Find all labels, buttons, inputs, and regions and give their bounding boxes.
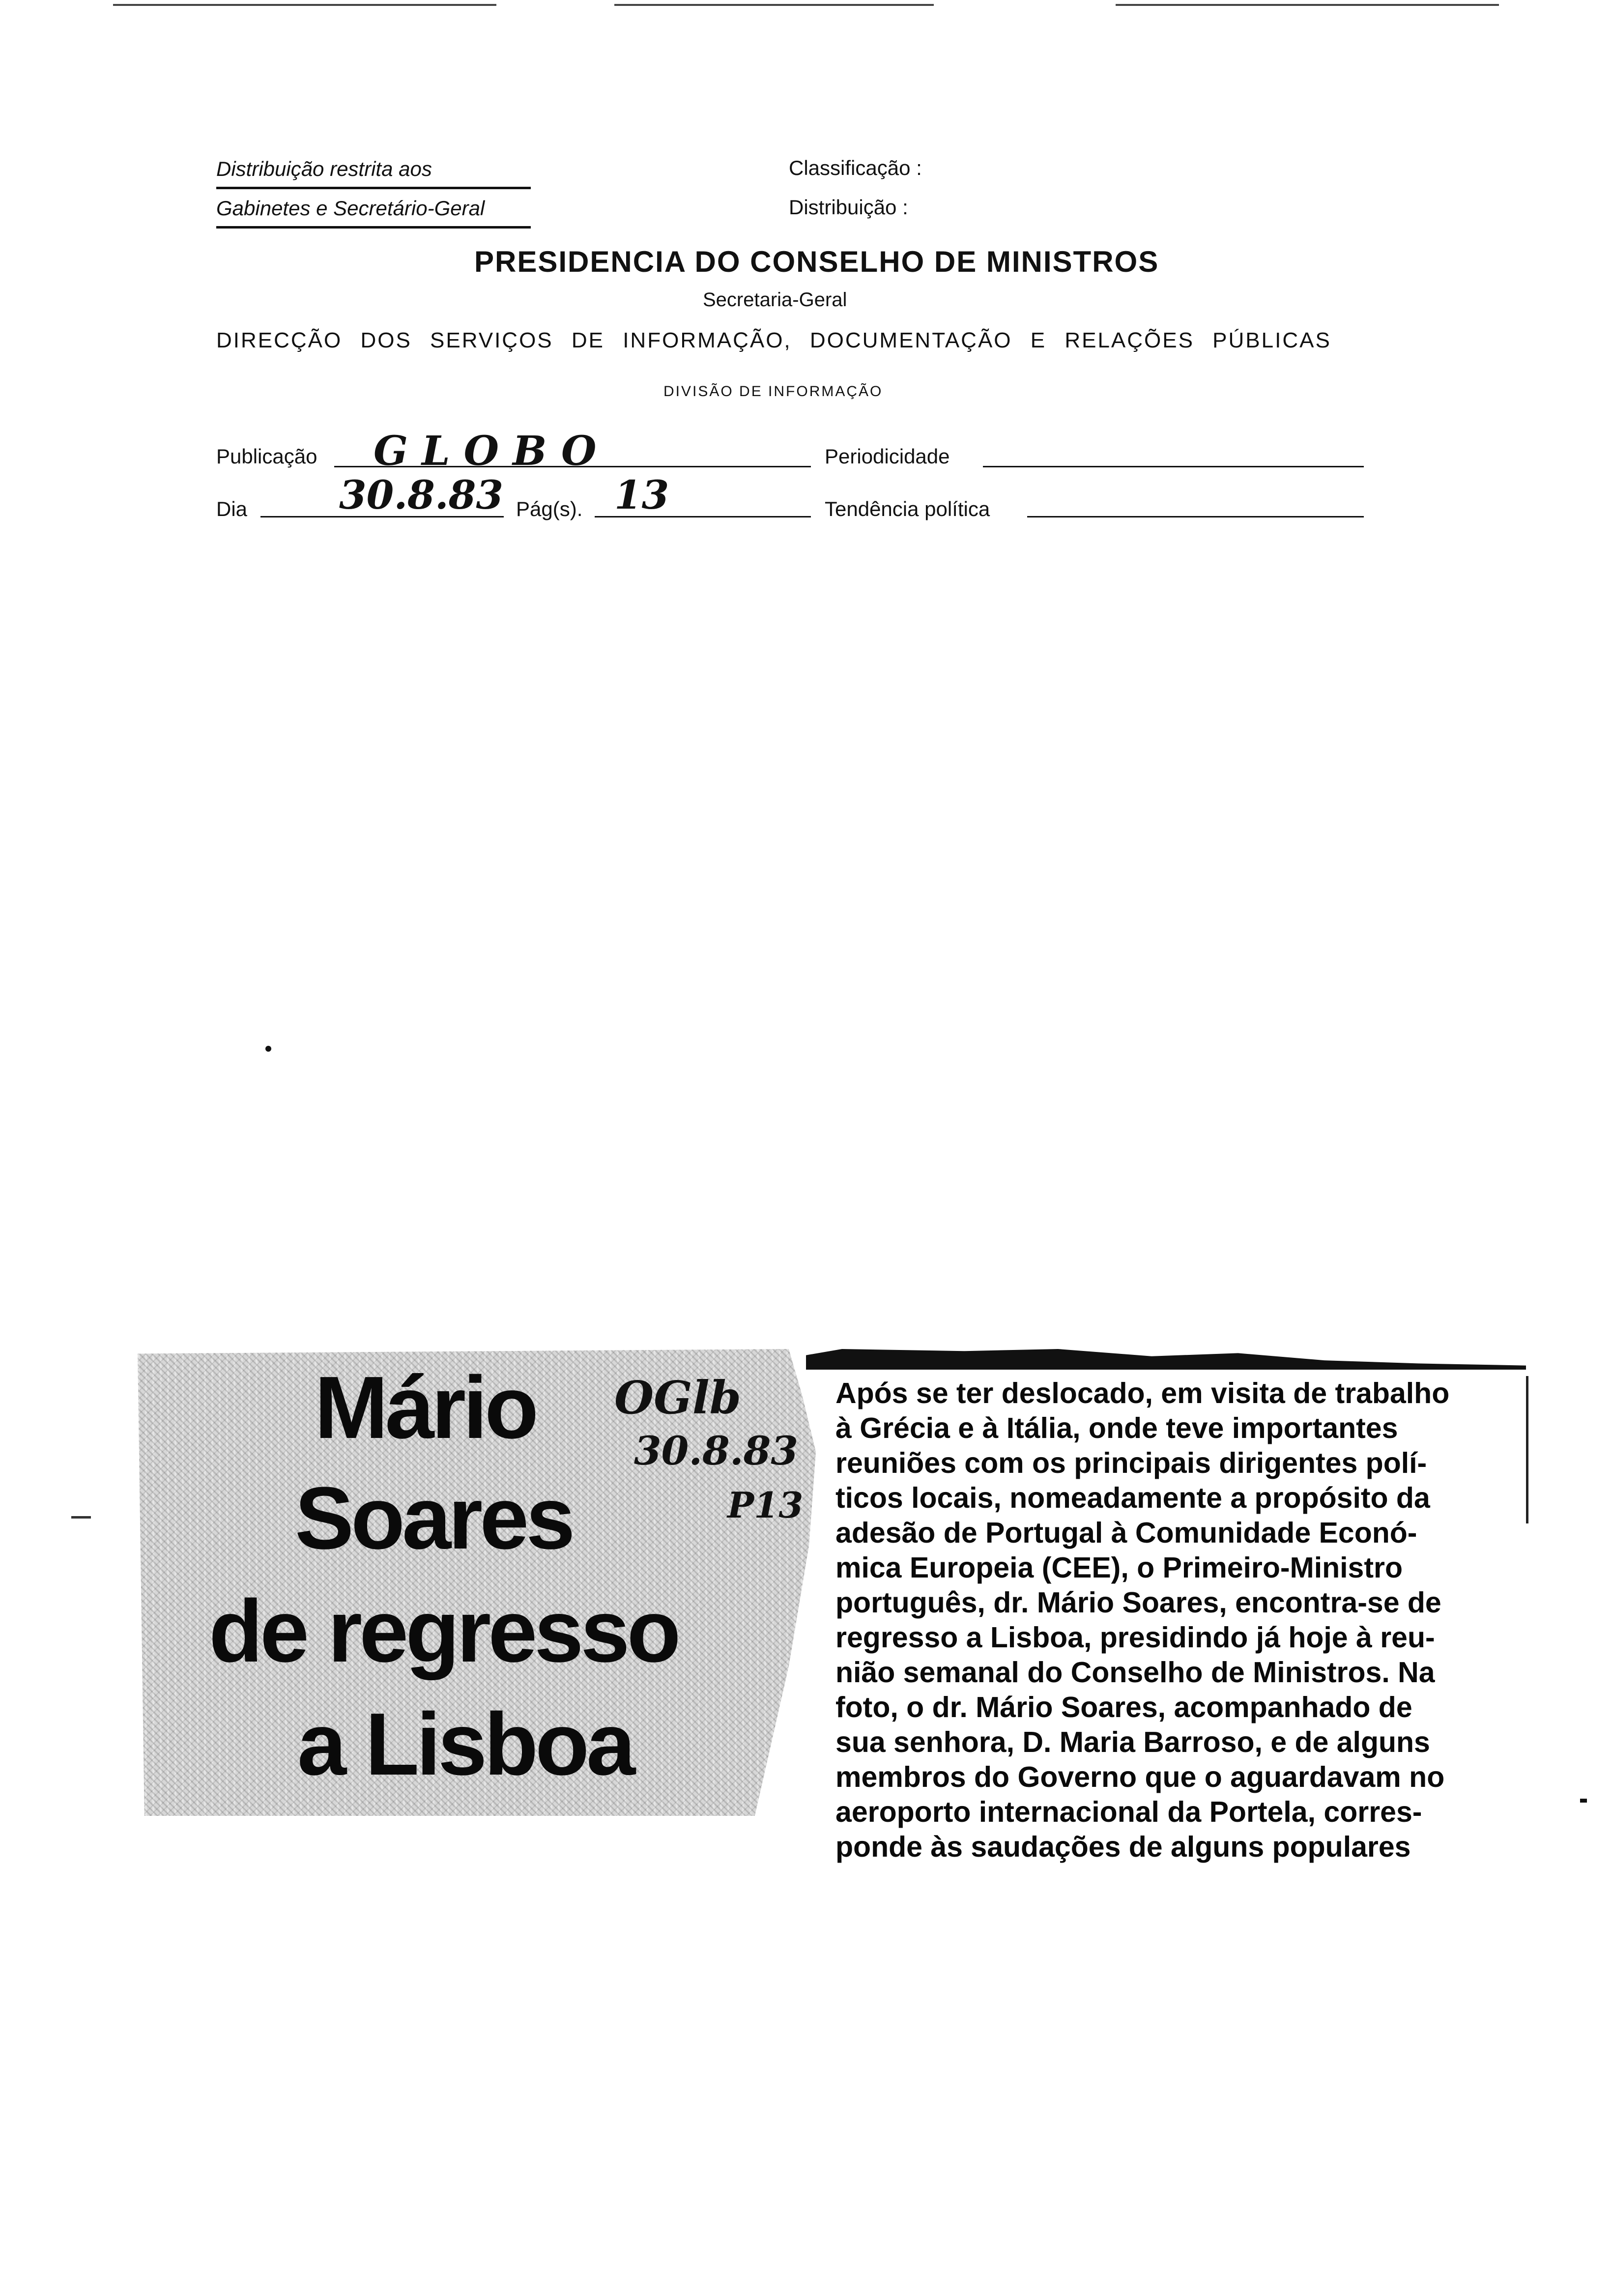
caption-line: ponde às saudações de alguns populares [835, 1831, 1411, 1863]
caption-line: regresso a Lisboa, presidindo já hoje à reu- [835, 1621, 1435, 1654]
pags-label: Pág(s). [516, 497, 583, 520]
caption-line: à Grécia e à Itália, onde teve importantes [835, 1412, 1398, 1444]
tendencia-field-line [1027, 516, 1364, 517]
caption-line: mica Europeia (CEE), o Primeiro-Ministro [835, 1551, 1403, 1584]
divisao-heading: DIVISÃO DE INFORMAÇÃO [663, 383, 883, 400]
page-title: PRESIDENCIA DO CONSELHO DE MINISTROS [474, 245, 1159, 278]
publicacao-handwritten: GLOBO [374, 428, 610, 475]
scan-speck [71, 1516, 91, 1519]
caption-line: Após se ter deslocado, em visita de trabalho [835, 1377, 1450, 1409]
caption-line: membros do Governo que o aguardavam no [835, 1761, 1445, 1793]
dia-handwritten: 30.8.83 [339, 472, 504, 518]
caption-line: português, dr. Mário Soares, encontra-se de [835, 1586, 1441, 1619]
caption-line: aeroporto internacional da Portela, corres- [835, 1796, 1422, 1828]
scan-artifact-line [1116, 4, 1499, 6]
caption-line: reuniões com os principais dirigentes polí- [835, 1447, 1427, 1479]
distribution-line-1: Distribuição restrita aos [216, 157, 432, 180]
archive-stamp-1: OGlb [614, 1371, 741, 1424]
caption-line: sua senhora, D. Maria Barroso, e de alguns [835, 1726, 1430, 1758]
archive-stamp-3: P13 [727, 1484, 804, 1526]
publicacao-label: Publicação [216, 445, 317, 468]
dia-label: Dia [216, 497, 248, 520]
pags-handwritten: 13 [614, 472, 669, 518]
headline-line-2: Soares [295, 1469, 573, 1568]
archive-stamp-2: 30.8.83 [634, 1428, 799, 1474]
scan-artifact-line [614, 4, 934, 6]
scan-speck [1580, 1799, 1587, 1803]
direccao-heading: DIRECÇÃO DOS SERVIÇOS DE INFORMAÇÃO, DOCUMENTAÇÃO E RELAÇÕES PÚBLICAS [216, 328, 1331, 352]
page-subtitle: Secretaria-Geral [703, 289, 847, 311]
headline-line-1: Mário [315, 1358, 536, 1457]
torn-photo-strip [806, 1349, 1526, 1370]
distribuicao-label: Distribuição : [789, 196, 908, 219]
headline-line-3: de regresso [209, 1582, 678, 1681]
distribution-rule [216, 226, 531, 229]
scan-speck [265, 1046, 271, 1052]
periodicidade-label: Periodicidade [825, 445, 950, 468]
caption-line: nião semanal do Conselho de Ministros. Na [835, 1656, 1435, 1689]
classificacao-label: Classificação : [789, 156, 922, 179]
scan-artifact-line [113, 4, 496, 6]
headline-line-4: a Lisboa [297, 1695, 633, 1794]
tendencia-label: Tendência política [825, 497, 990, 520]
caption-line: foto, o dr. Mário Soares, acompanhado de [835, 1691, 1412, 1723]
caption-line: ticos locais, nomeadamente a propósito da [835, 1482, 1430, 1514]
distribution-rule [216, 187, 531, 189]
periodicidade-field-line [983, 466, 1364, 467]
caption-text [835, 1376, 1514, 1865]
column-rule [1526, 1376, 1528, 1523]
distribution-line-2: Gabinetes e Secretário-Geral [216, 197, 485, 220]
caption-line: adesão de Portugal à Comunidade Econó- [835, 1517, 1417, 1549]
